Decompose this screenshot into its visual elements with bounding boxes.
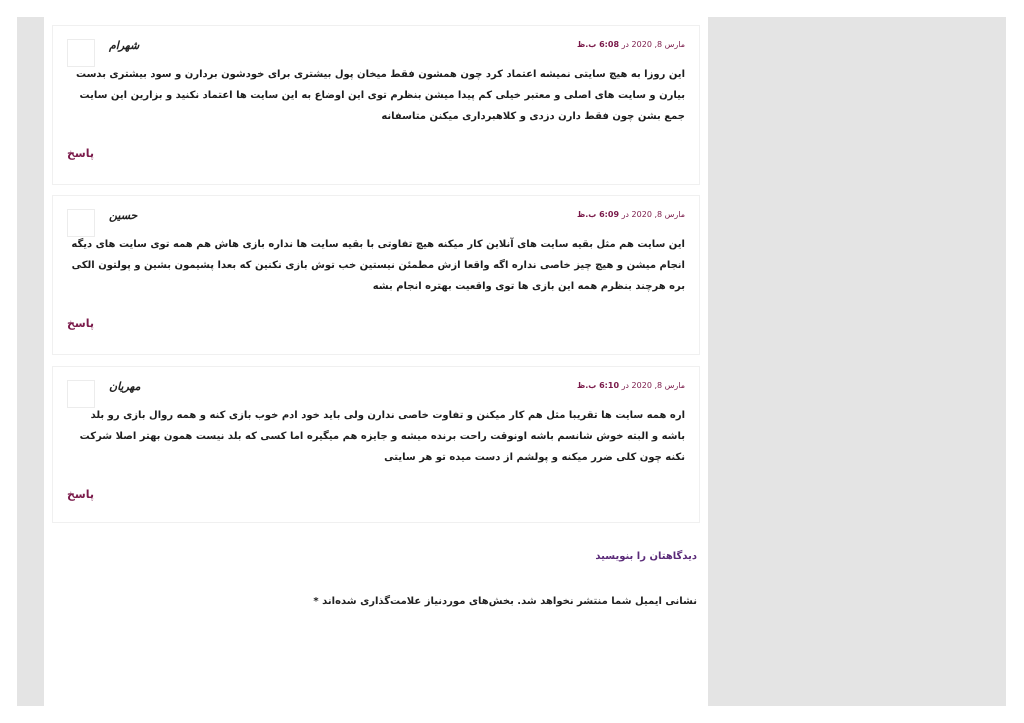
comment-date-time: 6:08 ب.ظ: [576, 40, 620, 49]
comment-date[interactable]: [577, 381, 685, 390]
comment-text: این سایت هم مثل بقیه سایت های آنلاین کار میکنه هیچ تفاوتی با بقیه سایت ها نداره بازی هاش هم همه توی سایت های دیگه انجام میشن و هیچ چیز خاصی نداره اگه واقعا ازش مطمئن نیستین خب توش بازی نکنین که بعدا پشیمون بشین و پولتون الکی بره هرچند بنظرم همه این بازی ها توی واقعیت بهتره انجام بشه: [71, 239, 685, 292]
comment-date-time: 6:09 ب.ظ: [576, 210, 620, 219]
comment-date-prefix: در: [621, 40, 629, 49]
comment-date[interactable]: [577, 40, 685, 49]
content-column: [44, 17, 708, 706]
comment-author[interactable]: حسین: [109, 209, 138, 222]
comment-author[interactable]: مهریان: [109, 380, 141, 393]
comment-date-day: مارس 8, 2020: [631, 40, 685, 49]
avatar: [67, 209, 95, 237]
comment-date-day: مارس 8, 2020: [631, 210, 685, 219]
avatar: [67, 39, 95, 67]
comment-date-day: مارس 8, 2020: [631, 381, 685, 390]
comment-author[interactable]: شهرام: [109, 39, 140, 52]
comment-form-title: دیدگاهتان را بنویسید: [595, 551, 697, 562]
comment-date-time: 6:10 ب.ظ: [576, 381, 620, 390]
comment: [52, 366, 700, 523]
reply-link[interactable]: پاسخ: [67, 488, 95, 501]
comment-text: این روزا به هیچ سایتی نمیشه اعتماد کرد چون همشون فقط میخان پول بیشتری برای خودشون بردارن و سود بیشتری بدست بیارن و سایت های اصلی و معتبر خیلی کم پیدا میشن بنظرم توی این اوضاع به این سایت ها اعتماد نکنید و بزارین این سایت جمع بشن چون فقط دارن دزدی و کلاهبرداری میکنن متاسفانه: [76, 69, 685, 122]
comment: [52, 25, 700, 185]
avatar: [67, 380, 95, 408]
comment-date-prefix: در: [621, 210, 629, 219]
comment-text: اره همه سایت ها تقریبا مثل هم کار میکنن و تفاوت خاصی ندارن ولی باید خود ادم خوب بازی کنه و همه روال بازی رو بلد باشه و البته خوش شانسم باشه اونوقت راحت برنده میشه و جایزه هم میگیره اما کسی که بلد نیست همون بهتر اصلا شرکت نکنه چون کلی ضرر میکنه و پولشم از دست میده تو هر سایتی: [79, 410, 685, 463]
comment-date-prefix: در: [621, 381, 629, 390]
reply-link[interactable]: پاسخ: [67, 147, 95, 160]
comment: [52, 195, 700, 355]
comment-form-notice: نشانی ایمیل شما منتشر نخواهد شد. بخش‌های موردنیاز علامت‌گذاری شده‌اند *: [313, 596, 697, 607]
comment-date[interactable]: [577, 210, 685, 219]
reply-link[interactable]: پاسخ: [67, 317, 95, 330]
